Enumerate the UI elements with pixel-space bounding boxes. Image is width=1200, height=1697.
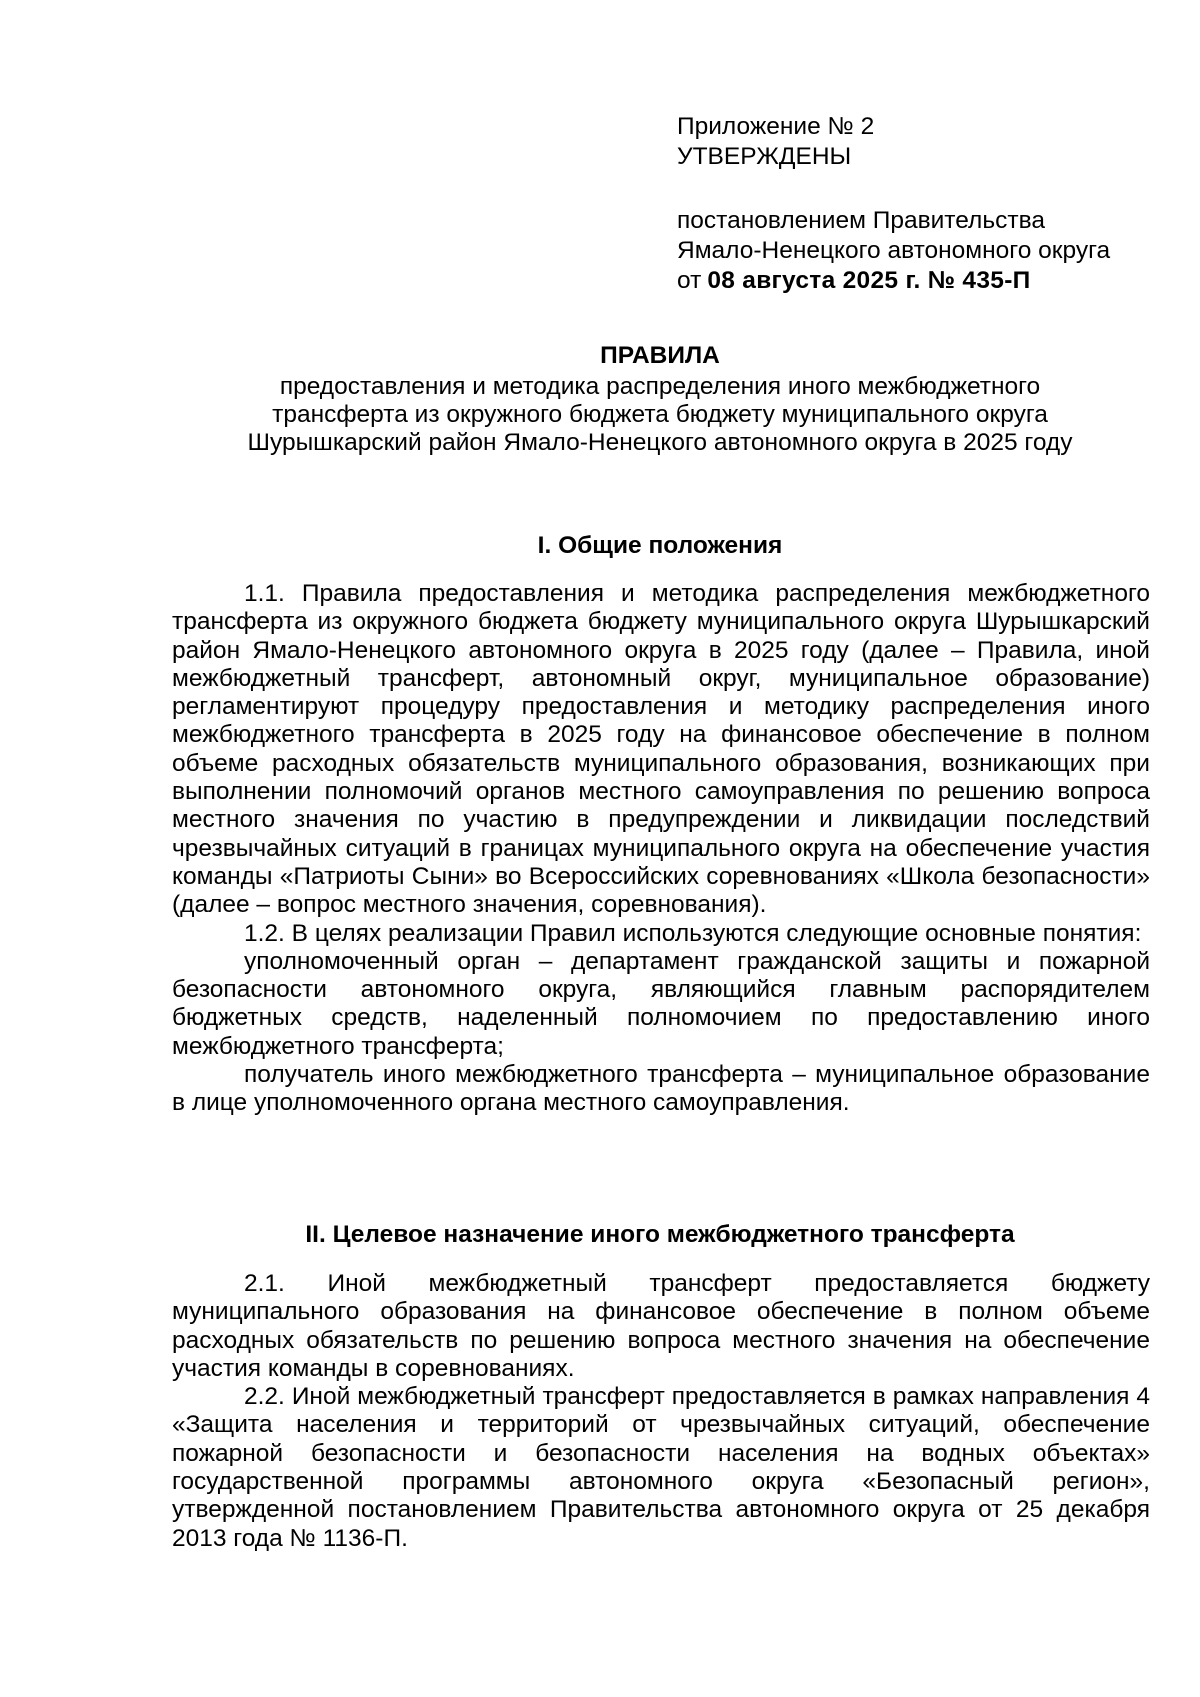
appendix-label: Приложение № 2 bbox=[677, 113, 875, 140]
resolution-number: 08 августа 2025 г. № 435-П bbox=[707, 267, 1031, 294]
document-title bbox=[170, 342, 1150, 457]
government-label: Ямало-Ненецкого автономного округа bbox=[677, 237, 1111, 264]
title-line-1: предоставления и методика распределения иного межбюджетного bbox=[279, 373, 1041, 400]
title-main: ПРАВИЛА bbox=[600, 342, 720, 369]
title-line-3: Шурышкарский район Ямало-Ненецкого автономного округа в 2025 году bbox=[247, 429, 1073, 456]
resolution-date-line bbox=[677, 266, 1177, 296]
date-prefix: от bbox=[677, 267, 702, 294]
resolution-label: постановлением Правительства bbox=[677, 207, 1045, 234]
approval-stamp bbox=[677, 112, 1177, 296]
section-2-heading: II. Целевое назначение иного межбюджетного трансферта bbox=[305, 1221, 1015, 1248]
paragraph-2-1: 2.1. Иной межбюджетный трансферт предоставляется бюджету муниципального образования на финансовое обеспечение в полном объеме расходных обязательств по решению вопроса местного значения на обеспечение участия команды в соревнованиях. bbox=[172, 1270, 1150, 1382]
paragraph-2-2: 2.2. Иной межбюджетный трансферт предоставляется в рамках направления 4 «Защита населения и территорий от чрезвычайных ситуаций, обеспечение пожарной безопасности и безопасности населения на водных объектах» государственной программы автономного округа «Безопасный регион», утвержденной постановлением Правительства автономного округа от 25 декабря 2013 года № 1136-П. bbox=[172, 1383, 1150, 1552]
definition-authorized-body: уполномоченный орган – департамент гражданской защиты и пожарной безопасности автономного округа, являющийся главным распорядителем бюджетных средств, наделенный полномочием по предоставлению иного межбюджетного трансферта; bbox=[172, 947, 1150, 1060]
paragraph-1-2: 1.2. В целях реализации Правил используются следующие основные понятия: bbox=[244, 919, 1142, 947]
approved-label: УТВЕРЖДЕНЫ bbox=[677, 143, 852, 170]
section-1-body bbox=[172, 580, 1150, 1118]
paragraph-1-1: 1.1. Правила предоставления и методика распределения межбюджетного трансферта из окружного бюджета бюджету муниципального округа Шурышкарский район Ямало-Ненецкого автономного округа в 2025 году (далее – Правила, иной межбюджетный трансферт, автономный округ, муниципальное образование) регламентируют процедуру предоставления и методику распределения иного межбюджетного трансферта в 2025 году на финансовое обеспечение в полном объеме расходных обязательств муниципального образования, возникающих при выполнении полномочий органов местного самоуправления по решению вопроса местного значения по участию в предупреждении и ликвидации последствий чрезвычайных ситуаций в границах муниципального округа на обеспечение участия команды «Патриоты Сыни» во Всероссийских соревнованиях «Школа безопасности» (далее – вопрос местного значения, соревнования). bbox=[172, 580, 1150, 919]
definition-recipient: получатель иного межбюджетного трансферта – муниципальное образование в лице уполномоченного органа местного самоуправления. bbox=[172, 1061, 1150, 1117]
title-line-2: трансферта из окружного бюджета бюджету муниципального округа bbox=[272, 401, 1048, 428]
section-2-body bbox=[172, 1270, 1150, 1553]
section-1-heading: I. Общие положения bbox=[537, 532, 783, 559]
